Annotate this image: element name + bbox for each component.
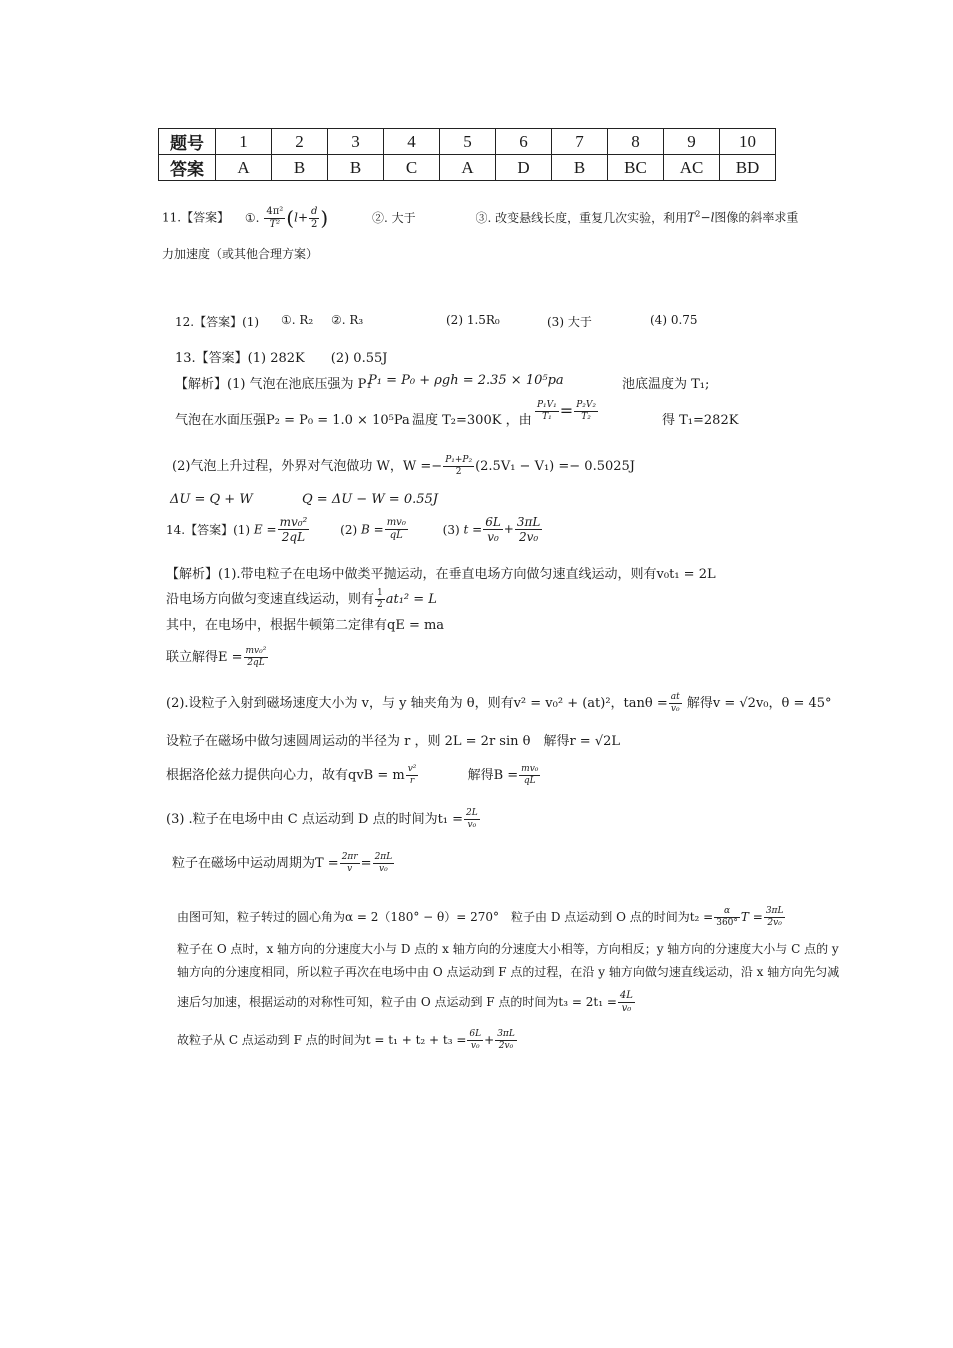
q13-l4b: Q = ΔU − W = 0.55J bbox=[302, 492, 438, 507]
q13-l3 bbox=[172, 455, 635, 477]
q14-j7-text: 根据洛伦兹力提供向心力，故有qvB = m bbox=[166, 768, 405, 783]
q11-line2: 力加速度（或其他合理方案） bbox=[162, 247, 319, 261]
q12-a3: (2) 1.5R₀ bbox=[446, 313, 500, 327]
table-cell: 10 bbox=[720, 129, 776, 155]
table-cell: 7 bbox=[552, 129, 608, 155]
q14-j13: 速后匀加速，根据运动的对称性可知，粒子由 O 点运动到 F 点的时间为t₃ = 2t₁ = $\frac{4L}{\text{v₀}}$ bbox=[177, 990, 633, 1014]
q14-p2: (2) bbox=[340, 522, 358, 537]
answer-table bbox=[158, 128, 776, 181]
table-row-numbers bbox=[159, 129, 776, 155]
q14-j4: 联立解得E = $\frac{\text{mv₀²}}{2qL}$ bbox=[166, 646, 267, 668]
q13-jx1c: 池底温度为 T₁; bbox=[622, 377, 710, 392]
table-cell: 1 bbox=[216, 129, 272, 155]
q14-p3: (3) bbox=[442, 522, 460, 537]
table-cell: C bbox=[384, 155, 440, 181]
q13-l2b: 温度 T₂=300K ，由 bbox=[412, 413, 532, 428]
table-cell: AC bbox=[664, 155, 720, 181]
q13-l3-frac: $\frac{\text{P₁+P₂}}{2}$ bbox=[445, 455, 473, 477]
q12-a1: ①. R₂ bbox=[281, 313, 314, 327]
table-cell: D bbox=[496, 155, 552, 181]
q13-l2c: 得 T₁=282K bbox=[662, 413, 739, 428]
q13-l3-text: (2)气泡上升过程，外界对气泡做功 W，W =− bbox=[172, 459, 443, 474]
q14-j12: 轴方向的分速度相同，所以粒子再次在电场中由 O 点运动到 F 点的过程，在沿 y 轴方向做匀速直线运动，沿 x 轴方向先匀减 bbox=[177, 965, 840, 979]
q14-j7: 根据洛伦兹力提供向心力，故有qvB = m $\frac{\text{v²}}{r}$ 解得B = $\frac{\text{mv₀}}{qL}$ bbox=[166, 764, 539, 786]
q11-choice1: ①. bbox=[244, 210, 260, 225]
table-cell: BC bbox=[608, 155, 664, 181]
q11-line1: 11.【答案】 ①. $\frac{\text{4π²}}{\text{T²}}$ (l+ $\frac{d}{2}$ ) ②. 大于 ③. 改变悬线长度，重复几次实验，利用$T^2-l$图像的斜率求重 bbox=[162, 205, 799, 230]
q14-j6: 设粒子在磁场中做匀速圆周运动的半径为 r ，则 2L = 2r sin θ 解得r = √2L bbox=[166, 734, 621, 749]
answer-label-cell: 答案 bbox=[159, 155, 216, 181]
q14-j10: 由图可知，粒子转过的圆心角为α = 2（180° − θ）= 270° 粒子由 D 点运动到 O 点的时间为t₂ = $\frac{\alpha}{360^\circ}$ T = $\frac{3\pi L}{\text{2v₀}}$ bbox=[177, 906, 784, 928]
q12-a2: ②. R₃ bbox=[331, 313, 364, 327]
q14-j11: 粒子在 O 点时，x 轴方向的分速度大小与 D 点的 x 轴方向的分速度大小相等，方向相反；y 轴方向的分速度大小与 C 点的 y bbox=[177, 942, 839, 956]
table-cell: 3 bbox=[328, 129, 384, 155]
q14-j8: (3) .粒子在电场中由 C 点运动到 D 点的时间为t₁ = $\frac{2L}{\text{v₀}}$ bbox=[166, 808, 478, 830]
q14-answer: 14.【答案】(1) E = $\frac{\text{mv₀²}}{2qL}$ (2) B = $\frac{\text{mv₀}}{qL}$ (3) t = $\frac{6L}{\text{v₀}}$ + $\frac{3\pi L}{\text{2v₀}}$ bbox=[166, 515, 541, 544]
table-row-answers bbox=[159, 155, 776, 181]
table-cell: 4 bbox=[384, 129, 440, 155]
q14-j13-text: 速后匀加速，根据运动的对称性可知，粒子由 O 点运动到 F 点的时间为t₃ = 2t₁ = bbox=[177, 995, 617, 1009]
q14-j3: 其中，在电场中，根据牛顿第二定律有qE = ma bbox=[166, 618, 445, 633]
table-cell: 5 bbox=[440, 129, 496, 155]
q14-j9: 粒子在磁场中运动周期为T = $\frac{2\pi r}{v}$ = $\frac{2\pi L}{\text{v₀}}$ bbox=[172, 852, 393, 874]
table-cell: 9 bbox=[664, 129, 720, 155]
q13-answer: 13.【答案】(1) 282K (2) 0.55J bbox=[175, 351, 388, 366]
q14-j9-text: 粒子在磁场中运动周期为T = bbox=[172, 856, 339, 871]
q14-j4-text: 联立解得E = bbox=[166, 650, 243, 665]
q13-jx1a: 【解析】(1) 气泡在池底压强为 P₁ bbox=[175, 377, 372, 392]
q14-j2-tail: at₁² = L bbox=[385, 592, 437, 607]
q14-j14-text: 故粒子从 C 点运动到 F 点的时间为t = t₁ + t₂ + t₃ = bbox=[177, 1033, 467, 1047]
q14-j8-text: (3) .粒子在电场中由 C 点运动到 D 点的时间为t₁ = bbox=[166, 812, 464, 827]
q12-a5: (4) 0.75 bbox=[650, 313, 698, 327]
q14-j14: 故粒子从 C 点运动到 F 点的时间为t = t₁ + t₂ + t₃ = $\frac{6L}{\text{v₀}}$ + $\frac{3\pi L}{\text{2v₀}}$ bbox=[177, 1029, 515, 1051]
header-label-cell: 题号 bbox=[159, 129, 216, 155]
q12-prefix: 12.【答案】(1) bbox=[175, 315, 260, 329]
q14-j1: 【解析】(1).带电粒子在电场中做类平抛运动，在垂直电场方向做匀速直线运动，则有v₀t₁ = 2L bbox=[166, 567, 716, 582]
table-cell: BD bbox=[720, 155, 776, 181]
table-cell: B bbox=[328, 155, 384, 181]
q14-j5: (2).设粒子入射到磁场速度大小为 v，与 y 轴夹角为 θ，则有v² = v₀² + (at)²，tanθ = $\frac{at}{\text{v₀}}$ 解得v = √2v₀，θ = 45° bbox=[166, 692, 832, 714]
table-cell: A bbox=[216, 155, 272, 181]
q14-j5-tail: 解得v = √2v₀，θ = 45° bbox=[686, 696, 832, 711]
table-cell: 8 bbox=[608, 129, 664, 155]
q11-formula: $\frac{\text{4π²}}{\text{T²}}$ bbox=[266, 205, 284, 230]
q11-choice2: ②. 大于 bbox=[372, 210, 416, 225]
q14-j2: 沿电场方向做匀变速直线运动，则有 $\frac{1}{2}$ at₁² = L bbox=[166, 588, 437, 610]
table-cell: B bbox=[552, 155, 608, 181]
q13-ratio: $\frac{\text{P₁V₁}}{\text{T₁}}$ = $\frac{\text{P₂V₂}}{\text{T₂}}$ bbox=[537, 400, 596, 422]
q14-prefix: 14.【答案】(1) bbox=[166, 523, 251, 537]
q11-prefix: 11.【答案】 bbox=[162, 210, 230, 225]
q13-l4a: ΔU = Q + W bbox=[170, 492, 253, 507]
table-cell: A bbox=[440, 155, 496, 181]
q11-formula-frac: $\frac{d}{2}$ bbox=[311, 205, 318, 230]
q11-choice3-tail: 图像的斜率求重 bbox=[714, 210, 799, 225]
q13-jx1b: P₁ = P₀ + ρgh = 2.35 × 10⁵pa bbox=[368, 373, 564, 388]
q12-a4: (3) 大于 bbox=[547, 315, 592, 329]
q14-j10-text: 由图可知，粒子转过的圆心角为α = 2（180° − θ）= 270° 粒子由 D 点运动到 O 点的时间为t₂ = bbox=[177, 910, 714, 924]
q11-choice3: ③. 改变悬线长度，重复几次实验，利用 bbox=[475, 210, 688, 225]
q13-l3-tail: (2.5V₁ − V₁) =− 0.5025J bbox=[475, 459, 636, 474]
table-cell: 2 bbox=[272, 129, 328, 155]
q14-j2-text: 沿电场方向做匀变速直线运动，则有 bbox=[166, 592, 375, 607]
q14-j5-text: (2).设粒子入射到磁场速度大小为 v，与 y 轴夹角为 θ，则有v² = v₀² + (at)²，tanθ = bbox=[166, 696, 668, 711]
table-cell: 6 bbox=[496, 129, 552, 155]
q14-j7-tail: 解得B = bbox=[467, 768, 519, 783]
q13-l2a: 气泡在水面压强P₂ = P₀ = 1.0 × 10⁵Pa bbox=[175, 413, 410, 428]
table-cell: B bbox=[272, 155, 328, 181]
